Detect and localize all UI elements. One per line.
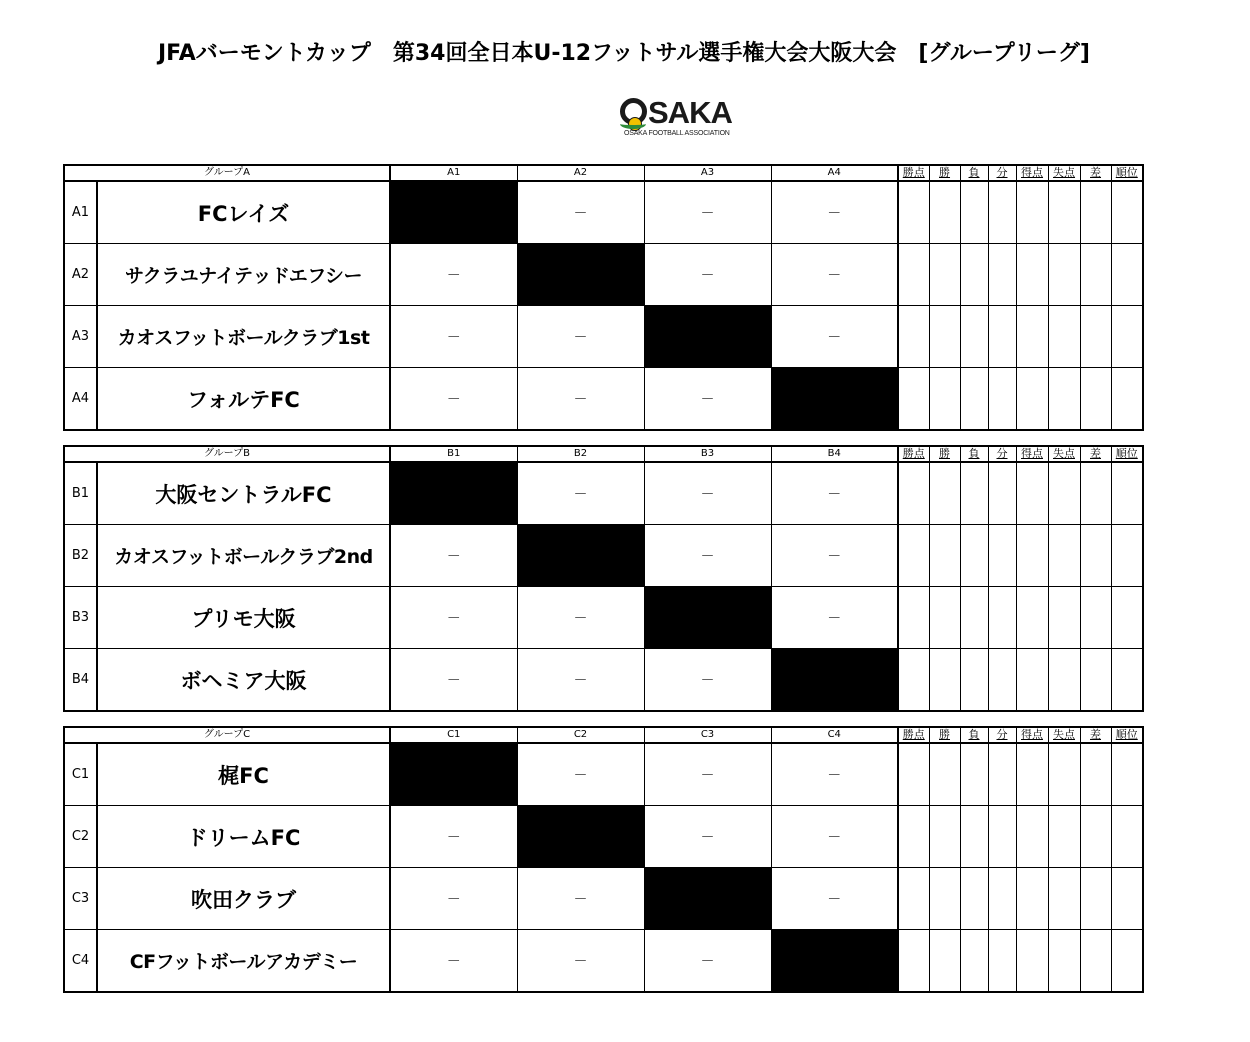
self-match-cell — [644, 868, 771, 930]
team-name: 梶FC — [97, 743, 390, 806]
opponent-column-header: B4 — [771, 446, 898, 462]
stat-column-header: 勝 — [929, 165, 960, 181]
stat-cell — [898, 806, 929, 868]
stat-column-header: 失点 — [1048, 165, 1080, 181]
stat-cell — [1048, 587, 1080, 649]
match-result-cell: － — [771, 181, 898, 244]
opponent-column-header: B2 — [517, 446, 644, 462]
self-match-cell — [517, 806, 644, 868]
stat-cell — [988, 930, 1016, 993]
team-row — [64, 868, 1143, 930]
team-code: A3 — [64, 306, 97, 368]
match-result-cell: － — [644, 743, 771, 806]
stat-cell — [929, 806, 960, 868]
stat-cell — [898, 587, 929, 649]
stat-cell — [929, 868, 960, 930]
match-result-cell: － — [390, 587, 517, 649]
team-name: 大阪セントラルFC — [97, 462, 390, 525]
self-match-cell — [644, 587, 771, 649]
match-result-cell: － — [644, 181, 771, 244]
team-name: カオスフットボールクラブ1st — [97, 306, 390, 368]
stat-cell — [1016, 306, 1048, 368]
stat-column-header: 差 — [1080, 446, 1111, 462]
group-header-row — [64, 165, 1143, 181]
stat-cell — [1080, 462, 1111, 525]
stat-cell — [1111, 525, 1143, 587]
opponent-column-header: A2 — [517, 165, 644, 181]
stat-cell — [988, 587, 1016, 649]
stat-cell — [1048, 525, 1080, 587]
team-name: 吹田クラブ — [97, 868, 390, 930]
stat-cell — [960, 525, 988, 587]
stat-cell — [1080, 587, 1111, 649]
stat-column-header: 得点 — [1016, 446, 1048, 462]
self-match-cell — [390, 462, 517, 525]
stat-cell — [1080, 368, 1111, 431]
stat-cell — [898, 462, 929, 525]
self-match-cell — [771, 930, 898, 993]
team-name: サクラユナイテッドエフシー — [97, 244, 390, 306]
stat-cell — [1080, 181, 1111, 244]
stat-cell — [988, 743, 1016, 806]
stat-cell — [1048, 462, 1080, 525]
stat-cell — [1016, 525, 1048, 587]
team-code: A1 — [64, 181, 97, 244]
logo-subtitle: OSAKA FOOTBALL ASSOCIATION — [624, 130, 730, 137]
stat-cell — [898, 743, 929, 806]
stat-cell — [1111, 868, 1143, 930]
match-result-cell: － — [644, 649, 771, 712]
match-result-cell: － — [771, 462, 898, 525]
group-header-row — [64, 446, 1143, 462]
opponent-column-header: C2 — [517, 727, 644, 743]
team-row — [64, 181, 1143, 244]
match-result-cell: － — [517, 930, 644, 993]
team-name: FCレイズ — [97, 181, 390, 244]
match-result-cell: － — [771, 587, 898, 649]
team-name: CFフットボールアカデミー — [97, 930, 390, 993]
stat-cell — [898, 368, 929, 431]
stat-cell — [1111, 930, 1143, 993]
stat-column-header: 差 — [1080, 165, 1111, 181]
stat-column-header: 失点 — [1048, 727, 1080, 743]
match-result-cell: － — [644, 244, 771, 306]
stat-cell — [988, 244, 1016, 306]
match-result-cell: － — [390, 868, 517, 930]
match-result-cell: － — [517, 306, 644, 368]
stat-column-header: 順位 — [1111, 165, 1143, 181]
stat-cell — [1048, 181, 1080, 244]
team-name: カオスフットボールクラブ2nd — [97, 525, 390, 587]
team-row — [64, 306, 1143, 368]
opponent-column-header: C4 — [771, 727, 898, 743]
stat-cell — [929, 368, 960, 431]
stat-cell — [929, 649, 960, 712]
match-result-cell: － — [390, 930, 517, 993]
stat-cell — [1048, 649, 1080, 712]
match-result-cell: － — [517, 649, 644, 712]
team-code: B1 — [64, 462, 97, 525]
match-result-cell: － — [517, 743, 644, 806]
stat-cell — [1111, 649, 1143, 712]
stat-cell — [1080, 649, 1111, 712]
group-table — [63, 445, 1144, 712]
match-result-cell: － — [390, 525, 517, 587]
team-code: A4 — [64, 368, 97, 431]
stat-cell — [1111, 743, 1143, 806]
stat-column-header: 勝点 — [898, 727, 929, 743]
self-match-cell — [517, 525, 644, 587]
stat-column-header: 分 — [988, 165, 1016, 181]
team-row — [64, 930, 1143, 993]
team-code: C3 — [64, 868, 97, 930]
stat-cell — [988, 806, 1016, 868]
self-match-cell — [517, 244, 644, 306]
team-row — [64, 368, 1143, 431]
self-match-cell — [390, 181, 517, 244]
stat-cell — [1111, 806, 1143, 868]
stat-cell — [988, 306, 1016, 368]
team-code: A2 — [64, 244, 97, 306]
match-result-cell: － — [517, 462, 644, 525]
stat-cell — [1016, 244, 1048, 306]
stat-column-header: 得点 — [1016, 727, 1048, 743]
stat-cell — [960, 806, 988, 868]
team-row — [64, 525, 1143, 587]
stat-column-header: 差 — [1080, 727, 1111, 743]
match-result-cell: － — [644, 930, 771, 993]
stat-cell — [960, 587, 988, 649]
group-name: グループB — [64, 446, 390, 462]
match-result-cell: － — [390, 368, 517, 431]
stat-column-header: 分 — [988, 446, 1016, 462]
stat-cell — [898, 244, 929, 306]
stat-cell — [1048, 244, 1080, 306]
team-code: B3 — [64, 587, 97, 649]
team-row — [64, 649, 1143, 712]
match-result-cell: － — [390, 306, 517, 368]
stat-column-header: 得点 — [1016, 165, 1048, 181]
stat-cell — [929, 244, 960, 306]
self-match-cell — [771, 649, 898, 712]
stat-column-header: 順位 — [1111, 727, 1143, 743]
match-result-cell: － — [771, 244, 898, 306]
logo-word-text: SAKA — [648, 95, 732, 130]
match-result-cell: － — [771, 525, 898, 587]
team-row — [64, 462, 1143, 525]
team-name: プリモ大阪 — [97, 587, 390, 649]
stat-cell — [1016, 368, 1048, 431]
team-row — [64, 806, 1143, 868]
group-table — [63, 726, 1144, 993]
stat-column-header: 勝点 — [898, 165, 929, 181]
team-code: B4 — [64, 649, 97, 712]
stat-cell — [1080, 930, 1111, 993]
stat-cell — [1016, 930, 1048, 993]
opponent-column-header: A1 — [390, 165, 517, 181]
stat-column-header: 失点 — [1048, 446, 1080, 462]
stat-cell — [960, 244, 988, 306]
stat-cell — [1111, 306, 1143, 368]
stat-cell — [988, 462, 1016, 525]
stat-cell — [1016, 806, 1048, 868]
stat-cell — [1080, 806, 1111, 868]
opponent-column-header: C3 — [644, 727, 771, 743]
logo-swoosh-icon — [620, 119, 646, 129]
opponent-column-header: C1 — [390, 727, 517, 743]
stat-cell — [898, 649, 929, 712]
team-code: C1 — [64, 743, 97, 806]
match-result-cell: － — [771, 806, 898, 868]
stat-cell — [988, 649, 1016, 712]
stat-cell — [960, 462, 988, 525]
match-result-cell: － — [390, 244, 517, 306]
stat-column-header: 勝点 — [898, 446, 929, 462]
stat-cell — [988, 368, 1016, 431]
opponent-column-header: A3 — [644, 165, 771, 181]
team-row — [64, 743, 1143, 806]
stat-cell — [1111, 462, 1143, 525]
self-match-cell — [390, 743, 517, 806]
stat-cell — [960, 368, 988, 431]
stat-cell — [1048, 806, 1080, 868]
stat-cell — [1080, 525, 1111, 587]
stat-column-header: 負 — [960, 727, 988, 743]
stat-cell — [1048, 743, 1080, 806]
team-code: C2 — [64, 806, 97, 868]
stat-cell — [898, 525, 929, 587]
team-row — [64, 244, 1143, 306]
match-result-cell: － — [771, 868, 898, 930]
stat-column-header: 負 — [960, 165, 988, 181]
match-result-cell: － — [771, 743, 898, 806]
stat-cell — [1111, 244, 1143, 306]
team-code: B2 — [64, 525, 97, 587]
stat-cell — [960, 930, 988, 993]
stat-cell — [1016, 649, 1048, 712]
match-result-cell: － — [517, 868, 644, 930]
match-result-cell: － — [644, 525, 771, 587]
stat-cell — [929, 306, 960, 368]
stat-cell — [960, 868, 988, 930]
stat-cell — [988, 868, 1016, 930]
stat-cell — [960, 306, 988, 368]
stat-cell — [929, 587, 960, 649]
stat-cell — [898, 181, 929, 244]
match-result-cell: － — [517, 368, 644, 431]
self-match-cell — [771, 368, 898, 431]
team-name: ドリームFC — [97, 806, 390, 868]
stat-cell — [1080, 743, 1111, 806]
match-result-cell: － — [644, 462, 771, 525]
stat-cell — [960, 743, 988, 806]
stat-column-header: 順位 — [1111, 446, 1143, 462]
match-result-cell: － — [390, 649, 517, 712]
match-result-cell: － — [517, 587, 644, 649]
stat-cell — [988, 525, 1016, 587]
stat-cell — [1016, 181, 1048, 244]
stat-column-header: 分 — [988, 727, 1016, 743]
team-row — [64, 587, 1143, 649]
match-result-cell: － — [390, 806, 517, 868]
stat-cell — [929, 462, 960, 525]
match-result-cell: － — [771, 306, 898, 368]
group-table — [63, 164, 1144, 431]
stat-cell — [1016, 868, 1048, 930]
stat-cell — [988, 181, 1016, 244]
group-name: グループA — [64, 165, 390, 181]
stat-cell — [960, 649, 988, 712]
stat-cell — [1016, 587, 1048, 649]
stat-cell — [1111, 587, 1143, 649]
stat-cell — [960, 181, 988, 244]
team-name: ボヘミア大阪 — [97, 649, 390, 712]
stat-cell — [898, 306, 929, 368]
self-match-cell — [644, 306, 771, 368]
stat-cell — [1048, 868, 1080, 930]
group-name: グループC — [64, 727, 390, 743]
match-result-cell: － — [517, 181, 644, 244]
stat-cell — [1111, 181, 1143, 244]
match-result-cell: － — [644, 368, 771, 431]
stat-cell — [1080, 244, 1111, 306]
stat-cell — [1048, 306, 1080, 368]
opponent-column-header: B1 — [390, 446, 517, 462]
osaka-fa-logo — [620, 96, 760, 142]
team-code: C4 — [64, 930, 97, 993]
stat-cell — [1111, 368, 1143, 431]
stat-column-header: 勝 — [929, 446, 960, 462]
stat-cell — [929, 743, 960, 806]
stat-cell — [898, 868, 929, 930]
stat-cell — [1016, 743, 1048, 806]
group-header-row — [64, 727, 1143, 743]
stat-cell — [1048, 368, 1080, 431]
match-result-cell: － — [644, 806, 771, 868]
opponent-column-header: B3 — [644, 446, 771, 462]
stat-cell — [1080, 868, 1111, 930]
stat-cell — [929, 930, 960, 993]
stat-cell — [929, 181, 960, 244]
team-name: フォルテFC — [97, 368, 390, 431]
stat-cell — [1048, 930, 1080, 993]
opponent-column-header: A4 — [771, 165, 898, 181]
page-title: JFAバーモントカップ 第34回全日本U-12フットサル選手権大会大阪大会 [グループリーグ] — [158, 41, 1090, 66]
stat-cell — [1080, 306, 1111, 368]
stat-column-header: 負 — [960, 446, 988, 462]
stat-cell — [929, 525, 960, 587]
stat-cell — [1016, 462, 1048, 525]
stat-cell — [898, 930, 929, 993]
stat-column-header: 勝 — [929, 727, 960, 743]
